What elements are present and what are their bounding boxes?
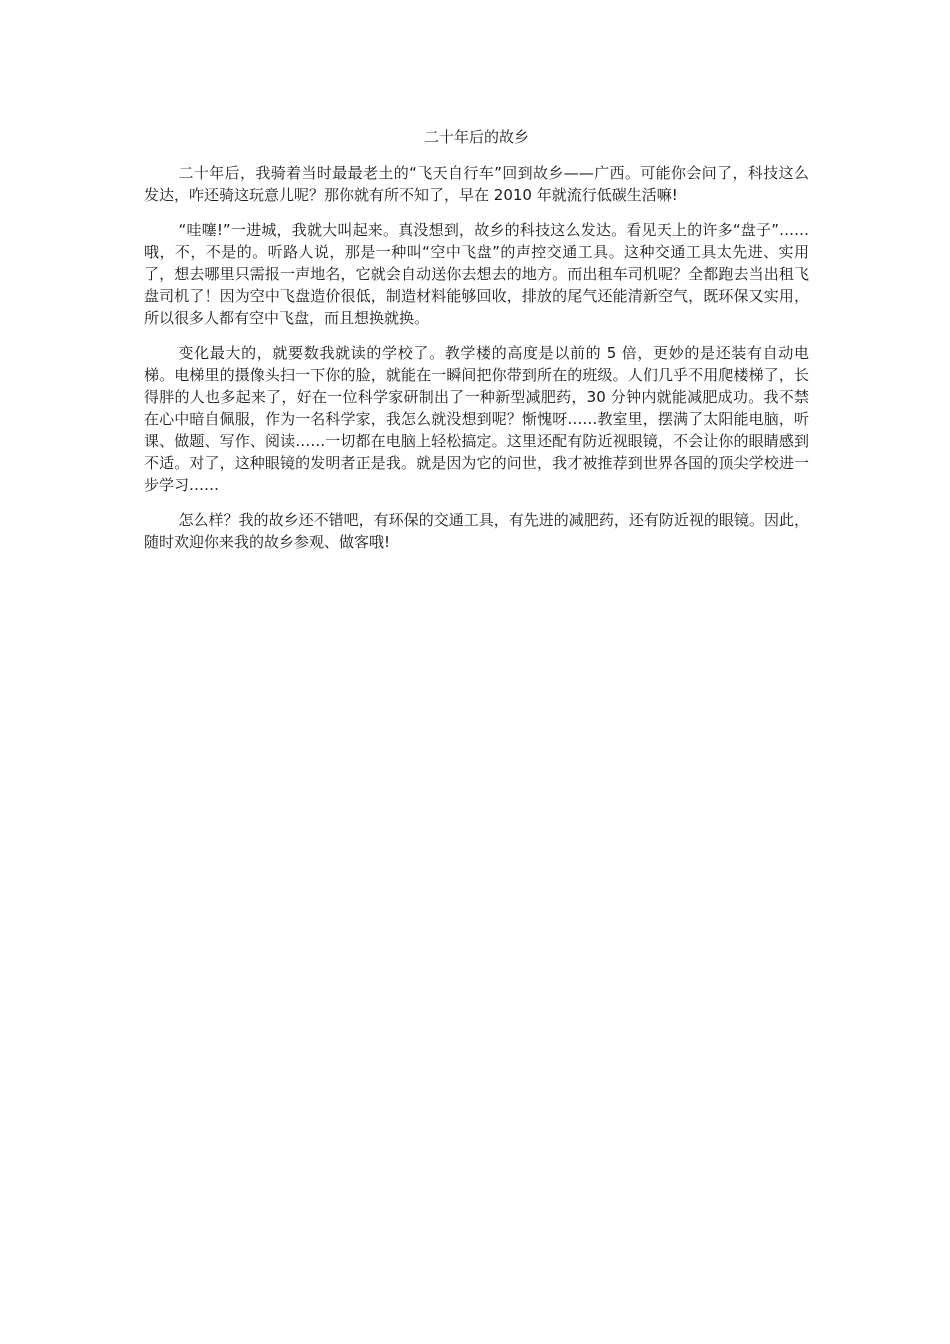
document-title: 二十年后的故乡 xyxy=(423,128,529,146)
paragraph-3: 变化最大的，就要数我就读的学校了。教学楼的高度是以前的 5 倍，更妙的是还装有自动电梯。电梯里的摄像头扫一下你的脸，就能在一瞬间把你带到所在的班级。人们几乎不用爬楼梯了，长得胖的人也多起来了，好在一位科学家研制出了一种新型减肥药，30 分钟内就能减肥成功。我不禁在心中暗自佩服，作为一名科学家，我怎么就没想到呢？惭愧呀……教室里，摆满了太阳能电脑，听课、做题、写作、阅读……一切都在电脑上轻松搞定。这里还配有防近视眼镜，不会让你的眼睛感到不适。对了，这种眼镜的发明者正是我。就是因为它的问世，我才被推荐到世界各国的顶尖学校进一步学习…… xyxy=(144,344,809,494)
paragraph-4: 怎么样？我的故乡还不错吧，有环保的交通工具，有先进的减肥药，还有防近视的眼镜。因此，随时欢迎你来我的故乡参观、做客哦! xyxy=(144,511,809,551)
document-body xyxy=(144,126,809,566)
paragraph-1: 二十年后，我骑着当时最最老土的“飞天自行车”回到故乡——广西。可能你会问了，科技这么发达，咋还骑这玩意儿呢？那你就有所不知了，早在 2010 年就流行低碳生活嘛! xyxy=(144,164,809,204)
paragraph-2: “哇噻!”一进城，我就大叫起来。真没想到，故乡的科技这么发达。看见天上的许多“盘子”……哦，不，不是的。听路人说，那是一种叫“空中飞盘”的声控交通工具。这种交通工具太先进、实用了，想去哪里只需报一声地名，它就会自动送你去想去的地方。而出租车司机呢？全都跑去当出租飞盘司机了！因为空中飞盘造价很低，制造材料能够回收，排放的尾气还能清新空气，既环保又实用，所以很多人都有空中飞盘，而且想换就换。 xyxy=(144,221,809,327)
